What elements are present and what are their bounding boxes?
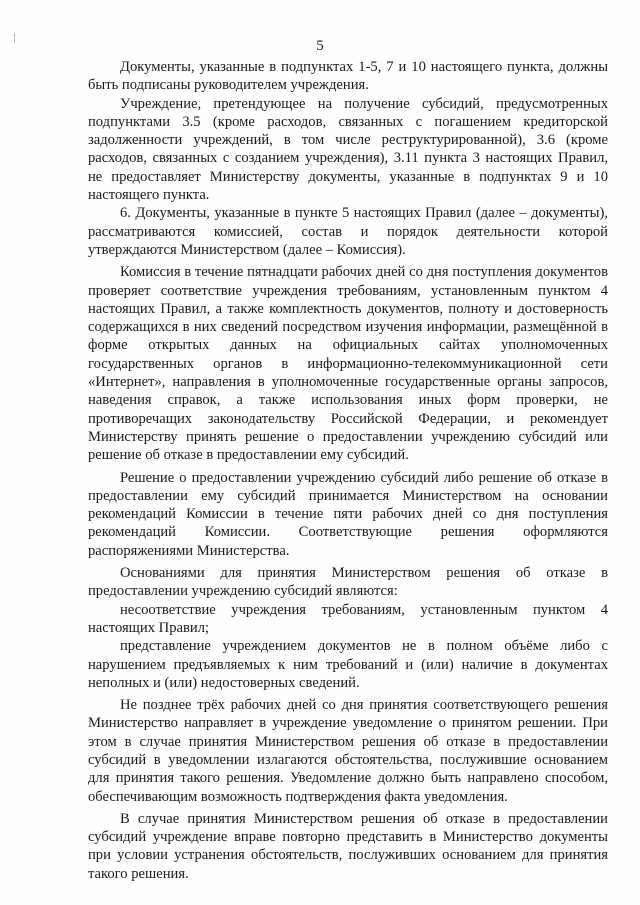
paragraph-commission-review: Комиссия в течение пятнадцати рабочих дней со дня поступления документов проверяет соответствие учреждения требованиям, установленным пунктом 4 настоящих Правил, а также комплектность документов, полноту и достоверность содержащихся в них сведений посредством изучения информации, размещённой в форме открытых данных на официальных сайтах уполномоченных государственных органов в информационно-телекоммуникационной сети «Интернет», направления в уполномоченные государственные органы запросов, наведения справок, а также использования иных форм проверки, не противоречащих законодательству Российской Федерации, и рекомендует Министерству принять решение о предоставлении учреждению субсидий или решение об отказе в предоставлении ему субсидий.: [88, 264, 608, 464]
paragraph-notification: Не позднее трёх рабочих дней со дня принятия соответствующего решения Министерство направляет в учреждение уведомление о принятом решении. При этом в случае принятия Министерством решения об отказе в предоставлении субсидий в уведомлении излагаются обстоятельства, послужившие основанием для принятия такого решения. Уведомление должно быть направлено способом, обеспечивающим возможность подтверждения факта уведомления.: [88, 697, 608, 805]
paragraph-ground-incomplete-docs: представление учреждением документов не в полном объёме либо с нарушением предъявляемых к ним требований и (или) наличие в документах неполных и (или) недостоверных сведений.: [88, 638, 608, 691]
document-body: [88, 58, 608, 883]
paragraph-clause-6: 6. Документы, указанные в пункте 5 настоящих Правил (далее – документы), рассматриваются комиссией, состав и порядок деятельности которой утверждаются Министерством (далее – Комиссия).: [88, 205, 608, 258]
paragraph-ground-noncompliance: несоответствие учреждения требованиям, установленным пунктом 4 настоящих Правил;: [88, 601, 608, 636]
paragraph-subsidy-exemption: Учреждение, претендующее на получение субсидий, предусмотренных подпунктами 3.5 (кроме расходов, связанных с погашением кредиторской задолженности учреждений, в том числе реструктурированной), 3.6 (кроме расходов, связанных с созданием учреждения), 3.11 пункта 3 настоящих Правил, не предоставляет Министерству документы, указанные в подпунктах 9 и 10 настоящего пункта.: [88, 95, 608, 204]
paragraph-signature-requirement: Документы, указанные в подпунктах 1-5, 7 и 10 настоящего пункта, должны быть подписаны руководителем учреждения.: [88, 59, 608, 94]
paragraph-decision: Решение о предоставлении учреждению субсидий либо решение об отказе в предоставлении ему субсидий принимается Министерством на основании рекомендаций Комиссии в течение пяти рабочих дней со дня поступления рекомендаций Комиссии. Соответствующие решения оформляются распоряжениями Министерства.: [88, 469, 608, 559]
page-number: 5: [316, 38, 324, 54]
paragraph-refusal-grounds: Основаниями для принятия Министерством решения об отказе в предоставлении учреждению субсидий являются:: [88, 565, 608, 600]
paragraph-resubmission: В случае принятия Министерством решения об отказе в предоставлении субсидий учреждение вправе повторно представить в Министерство документы при условии устранения обстоятельств, послуживших основанием для принятия такого решения.: [88, 810, 608, 882]
